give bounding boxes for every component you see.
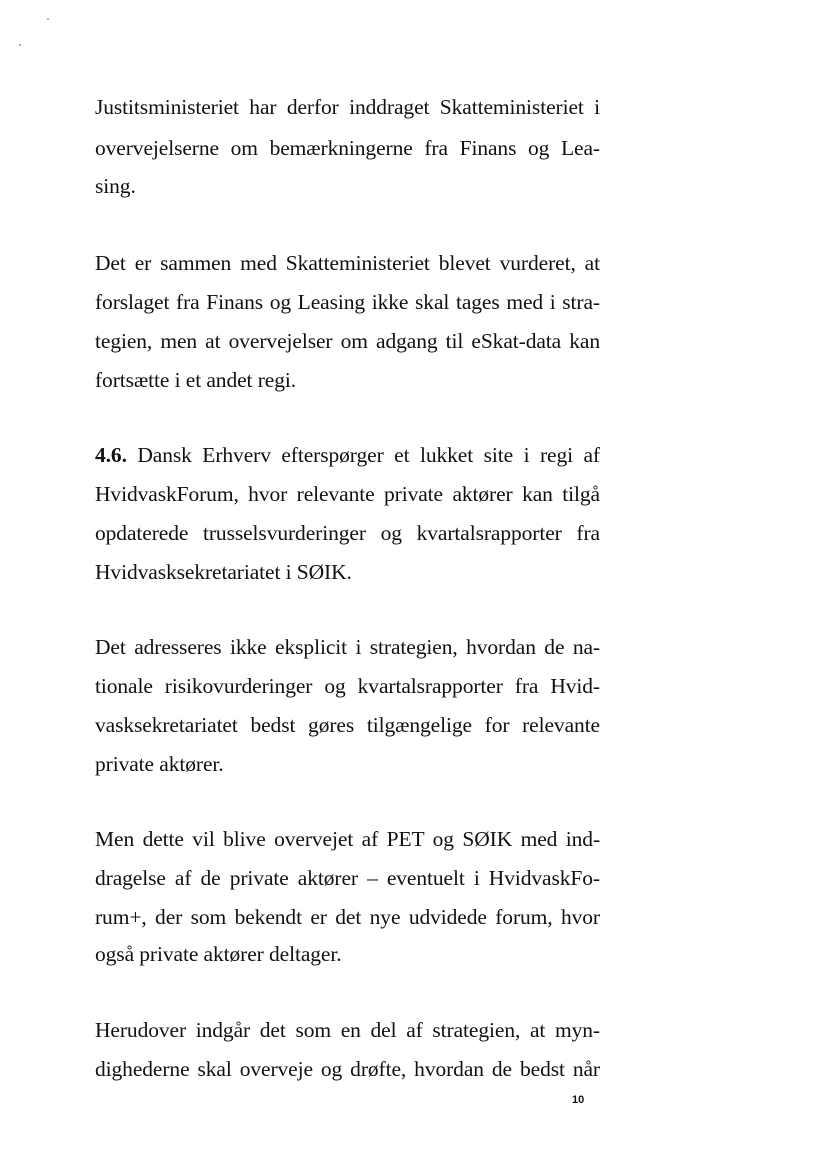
paragraph-line: tionale risikovurderinger og kvartalsrapporter fra Hvid- — [95, 674, 600, 698]
scan-speck — [47, 18, 49, 20]
paragraph-line: tegien, men at overvejelser om adgang til eSkat-data kan — [95, 329, 600, 353]
paragraph-line: HvidvaskForum, hvor relevante private aktører kan tilgå — [95, 482, 600, 506]
paragraph-line: Men dette vil blive overvejet af PET og SØIK med ind- — [95, 827, 600, 851]
paragraph-line: fortsætte i et andet regi. — [95, 368, 296, 392]
paragraph-line: Justitsministeriet har derfor inddraget Skatteministeriet i — [95, 95, 600, 119]
paragraph-line: forslaget fra Finans og Leasing ikke skal tages med i stra- — [95, 290, 600, 314]
paragraph-line: Herudover indgår det som en del af strategien, at myn- — [95, 1018, 600, 1042]
paragraph-line: private aktører. — [95, 752, 224, 776]
section-first-line-text: Dansk Erhverv efterspørger et lukket site i regi af — [126, 443, 600, 467]
scan-speck — [19, 44, 21, 46]
paragraph-line: Det er sammen med Skatteministeriet blevet vurderet, at — [95, 251, 600, 275]
paragraph-line: overvejelserne om bemærkningerne fra Finans og Lea- — [95, 136, 600, 160]
paragraph-line: dighederne skal overveje og drøfte, hvordan de bedst når — [95, 1057, 600, 1081]
paragraph-line: Det adresseres ikke eksplicit i strategien, hvordan de na- — [95, 635, 600, 659]
paragraph-line — [95, 445, 600, 467]
paragraph-line: også private aktører deltager. — [95, 942, 342, 966]
paragraph-line: rum+, der som bekendt er det nye udvidede forum, hvor — [95, 905, 600, 929]
paragraph-line: vasksekretariatet bedst gøres tilgængelige for relevante — [95, 713, 600, 737]
paragraph-line: dragelse af de private aktører – eventuelt i HvidvaskFo- — [95, 866, 600, 890]
paragraph-line: Hvidvasksekretariatet i SØIK. — [95, 560, 352, 584]
paragraph-line: sing. — [95, 174, 136, 198]
paragraph-line: opdaterede trusselsvurderinger og kvartalsrapporter fra — [95, 521, 600, 545]
page-number: 10 — [572, 1094, 585, 1106]
section-number: 4.6. — [95, 443, 127, 467]
